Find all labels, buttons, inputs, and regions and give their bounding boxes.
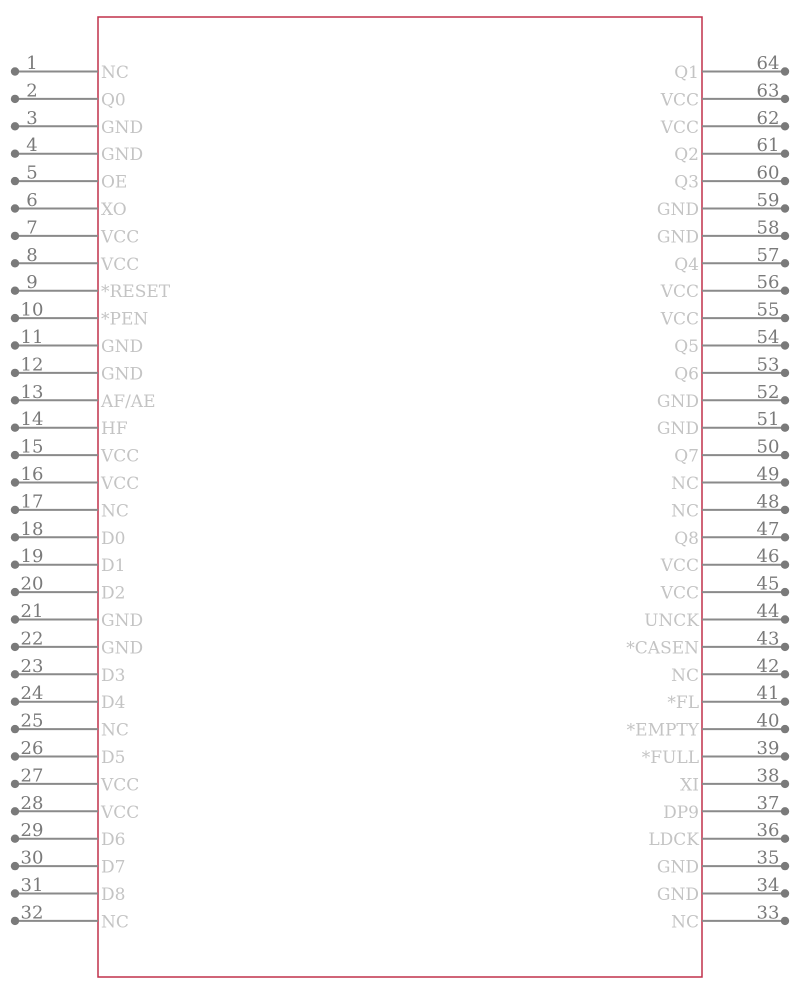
pin-terminal-dot [781,615,789,623]
pin-number: 50 [756,436,780,458]
pin [657,382,789,412]
pin-name: VCC [101,474,140,494]
pin-number: 62 [756,107,780,129]
pin-terminal-dot [11,615,19,623]
pin [674,163,789,193]
pin [11,683,126,713]
pin-name: DP9 [663,802,699,823]
pin-terminal-dot [781,862,789,870]
pin-name: NC [101,912,129,933]
pin-name: GND [101,638,144,659]
pin [11,491,129,521]
pin-name: *CASEN [626,638,699,659]
pin-number: 18 [20,518,44,540]
pin [660,108,789,138]
pin-name: GND [656,885,699,905]
pin-terminal-dot [11,451,19,459]
pin-number: 52 [756,381,780,403]
pin [671,902,789,932]
pin [11,300,149,330]
pin [648,820,789,850]
pin-terminal-dot [781,561,789,569]
pin-number: 37 [756,792,780,814]
pin-terminal-dot [781,341,789,349]
pin-number: 46 [756,546,780,568]
pin-terminal-dot [781,780,789,788]
pin-number: 53 [756,354,780,376]
pin-number: 4 [26,135,38,157]
pin-terminal-dot [781,533,789,541]
pin-terminal-dot [781,889,789,897]
pin [11,601,143,631]
pin-name: D7 [101,857,126,878]
pin-number: 40 [756,710,780,732]
pin-terminal-dot [11,204,19,212]
pin-number: 7 [26,217,38,239]
pin [667,683,789,713]
pin [660,574,789,604]
pin-terminal-dot [11,533,19,541]
pin [674,53,789,83]
pin-name: XO [101,200,127,220]
pin [11,628,143,658]
pin-terminal-dot [11,698,19,706]
pin-terminal-dot [781,835,789,843]
pin [11,53,129,83]
pin-name: VCC [101,446,140,467]
pin-terminal-dot [781,122,789,130]
pin-name: GND [101,611,144,631]
pin-number: 38 [756,765,780,787]
pin-number: 36 [756,820,780,842]
pin [660,300,789,330]
pin-number: 32 [20,902,44,924]
pin-name: VCC [101,254,140,275]
pin-number: 59 [756,190,780,211]
pin-name: GND [656,227,699,248]
pin-terminal-dot [11,177,19,185]
pin-terminal-dot [781,451,789,459]
pin-terminal-dot [781,807,789,815]
pin-name: D0 [101,528,126,549]
pin-name: GND [101,145,144,166]
pin-name: D2 [101,583,126,604]
pin-number: 24 [20,683,44,705]
pin-name: LDCK [648,830,699,851]
pin-terminal-dot [781,95,789,103]
pin [674,135,789,165]
pin [11,875,126,905]
pin-name: Q2 [674,145,699,166]
pin-name: D8 [101,885,126,905]
pin [674,354,789,384]
pin [11,382,156,412]
pin-number: 35 [756,847,780,869]
pin-terminal-dot [781,643,789,651]
pin-terminal-dot [11,725,19,733]
pin [11,546,126,576]
pin-number: 2 [26,80,38,102]
pin-name: VCC [660,583,699,604]
pin-name: GND [656,419,699,440]
pin-number: 8 [26,244,38,266]
pin-name: NC [671,501,699,522]
pin-name: *EMPTY [626,720,699,741]
pin-name: VCC [660,282,699,303]
pin-number: 47 [756,518,780,540]
pin [11,135,143,165]
pin [674,327,789,357]
pin [660,272,789,302]
pin [11,711,129,741]
pin-terminal-dot [11,369,19,377]
pin-name: *FL [667,693,699,714]
pin-terminal-dot [781,424,789,432]
pin-terminal-dot [781,698,789,706]
pin-terminal-dot [11,287,19,295]
pin [627,711,790,741]
pin [11,519,126,549]
pin [11,272,171,302]
pin-name: Q4 [674,254,699,275]
pin-name: Q7 [674,446,699,467]
pin [671,656,789,686]
pin [680,765,789,795]
pin-name: GND [101,364,144,385]
pin-terminal-dot [11,95,19,103]
pin-number: 27 [20,765,44,787]
pin-terminal-dot [781,670,789,678]
pin-number: 41 [756,683,780,705]
pin-name: Q0 [101,90,126,111]
pin-terminal-dot [11,424,19,432]
pin-number: 1 [26,53,38,74]
pin [11,245,139,275]
pin-terminal-dot [781,725,789,733]
pin-name: D1 [101,556,126,577]
pin-terminal-dot [11,122,19,130]
pin-number: 49 [756,464,780,485]
pin-terminal-dot [11,807,19,815]
pin-number: 28 [20,792,44,814]
pin-terminal-dot [781,588,789,596]
pin [663,793,789,823]
pin-name: VCC [660,556,699,577]
pin [657,409,789,439]
pin-number: 19 [20,546,44,568]
pin-name: GND [101,117,144,138]
pin-name: GND [656,857,699,878]
pin [657,190,789,220]
pin [642,738,789,768]
pin-name: VCC [660,90,699,111]
pin-terminal-dot [781,67,789,75]
pin-terminal-dot [11,314,19,322]
pin-terminal-dot [11,561,19,569]
pin-terminal-dot [11,506,19,514]
pin-terminal-dot [781,150,789,158]
pin-number: 26 [20,738,44,759]
pin-name: VCC [660,309,699,330]
pin-number: 43 [756,628,780,650]
pin-terminal-dot [11,752,19,760]
pin-terminal-dot [11,588,19,596]
pin-name: D3 [101,665,126,686]
pin-terminal-dot [11,150,19,158]
pin [11,354,143,384]
left-pin-column [11,53,171,932]
pin-name: AF/AE [101,391,156,412]
pin-number: 30 [20,847,44,869]
pin-name: *RESET [101,282,171,303]
pin-number: 9 [26,272,38,294]
pin [674,519,789,549]
pin-number: 42 [756,655,780,677]
pin-name: D5 [101,748,126,768]
pin-name: NC [101,63,129,83]
pin-number: 16 [20,464,44,485]
pin-terminal-dot [781,314,789,322]
pin-terminal-dot [11,917,19,925]
pin-terminal-dot [11,835,19,843]
pin-name: VCC [101,227,140,248]
pin-terminal-dot [781,369,789,377]
pin-terminal-dot [11,670,19,678]
pin [671,464,789,494]
pin [11,793,139,823]
pin-number: 58 [756,217,780,239]
pin-name: NC [101,720,129,741]
pin-terminal-dot [11,780,19,788]
pin-name: HF [101,419,128,440]
right-pin-column [626,53,789,932]
pin-number: 44 [756,601,780,622]
pin-name: D4 [101,693,126,714]
pin-name: VCC [660,117,699,138]
pin-number: 6 [26,190,38,211]
pin-name: *FULL [641,748,699,768]
pin [674,245,789,275]
pin-terminal-dot [11,396,19,404]
pin-number: 34 [756,875,780,896]
pin-name: Q3 [674,172,699,193]
pin-number: 51 [756,409,780,431]
pin-name: VCC [101,775,140,796]
pin-terminal-dot [11,232,19,240]
pin-name: XI [680,775,699,796]
pin [11,848,126,878]
pin [11,80,126,110]
pin-name: NC [101,501,129,522]
pin-number: 48 [756,491,780,513]
pin [644,601,789,631]
pin-name: *PEN [101,309,149,330]
pin-terminal-dot [781,478,789,486]
pin [11,327,143,357]
pin-number: 23 [20,655,44,677]
pin-name: UNCK [644,611,699,631]
pin [660,80,789,110]
pin [11,656,126,686]
pin-name: NC [671,912,699,933]
pin-number: 56 [756,272,780,294]
pin-number: 31 [20,875,44,896]
pin-terminal-dot [781,752,789,760]
pin-number: 3 [26,107,38,129]
ic-body-outline [98,17,702,977]
pin-terminal-dot [11,259,19,267]
pin-terminal-dot [781,287,789,295]
pin-number: 14 [20,409,44,431]
pin-terminal-dot [781,917,789,925]
pin [626,628,789,658]
pin-number: 10 [20,299,44,321]
pin-number: 13 [20,381,44,403]
pin-terminal-dot [11,341,19,349]
pin [11,108,143,138]
pin-terminal-dot [11,478,19,486]
pin-terminal-dot [781,177,789,185]
pin-number: 33 [756,902,780,924]
pin [11,574,126,604]
pin-number: 55 [756,299,780,321]
pin-name: VCC [101,802,140,823]
pin-name: Q5 [674,337,699,357]
pin [11,409,128,439]
pin [11,464,139,494]
pin-number: 63 [756,80,780,102]
pin-number: 15 [20,436,44,458]
pin [11,765,139,795]
pin-number: 25 [20,710,44,732]
pin-terminal-dot [781,506,789,514]
pin [11,217,139,247]
pin-terminal-dot [781,204,789,212]
pin [674,437,789,467]
pin [11,437,139,467]
pin [657,848,789,878]
pin-number: 22 [20,628,44,650]
pin-terminal-dot [11,643,19,651]
pin-name: GND [101,337,144,357]
pin [11,163,128,193]
pin [657,875,789,905]
pin-terminal-dot [781,259,789,267]
pin [11,738,126,768]
pin [11,820,126,850]
pin-name: OE [101,172,128,193]
pin-number: 17 [20,491,44,513]
pin [11,190,127,220]
pin-name: GND [656,200,699,220]
pin-name: Q1 [674,63,699,83]
pin [657,217,789,247]
pin-name: GND [656,391,699,412]
pin-name: NC [671,665,699,686]
pin-number: 21 [20,601,44,622]
pin-number: 11 [20,327,44,348]
pin-number: 60 [756,162,780,184]
pin-name: Q8 [674,528,699,549]
pin [11,902,129,932]
pin-number: 12 [20,354,44,376]
pin-number: 39 [756,738,780,759]
pin-number: 29 [20,820,44,842]
pin-number: 64 [756,53,780,74]
pin-number: 57 [756,244,780,266]
pin-name: D6 [101,830,126,851]
pin-name: NC [671,474,699,494]
pin [671,491,789,521]
pin-number: 5 [26,162,38,184]
pin-number: 45 [756,573,780,595]
pin-terminal-dot [11,67,19,75]
pin-number: 54 [756,327,780,348]
pin-number: 61 [756,135,780,157]
pin-number: 20 [20,573,44,595]
pin-terminal-dot [11,889,19,897]
pin-terminal-dot [11,862,19,870]
pin-name: Q6 [674,364,699,385]
pin [660,546,789,576]
pin-terminal-dot [781,232,789,240]
pin-terminal-dot [781,396,789,404]
